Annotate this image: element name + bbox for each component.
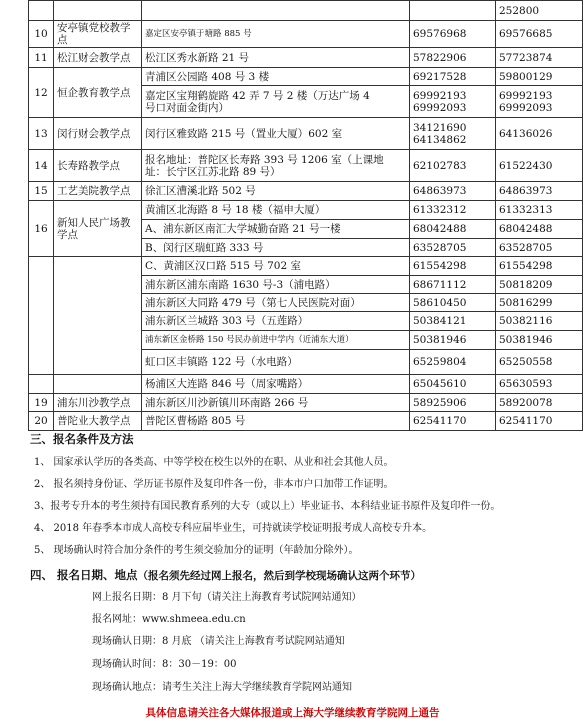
phone-2 [496, 150, 583, 182]
site-number: 16 [29, 201, 54, 257]
site-name: 新知人民广场教学点 [54, 201, 142, 257]
site-number: 19 [29, 394, 54, 412]
site-name: 恒企教育教学点 [54, 68, 142, 118]
phone-1-line: 58925906 [413, 396, 467, 409]
table-row [29, 257, 583, 276]
phone-1-line: 69992093 [413, 101, 467, 114]
phone-2 [496, 294, 583, 312]
table-row [29, 182, 583, 201]
condition-item: 5、 现场确认时符合加分条件的考生须交验加分的证明（年龄加分除外）。 [34, 545, 359, 556]
phone-2 [496, 220, 583, 239]
phone-2 [496, 201, 583, 220]
phone-2-line: 50816299 [499, 296, 553, 309]
phone-2-line: 50382116 [499, 315, 553, 327]
phone-2-line: 68042488 [499, 223, 553, 235]
phone-2-line: 63528705 [499, 241, 553, 254]
site-address [142, 118, 410, 150]
table-row [29, 21, 583, 48]
phone-1-line: 62541170 [413, 415, 467, 427]
phone-1 [410, 220, 496, 239]
site-address-line: 浦东新区大同路 479 号（第七人民医院对面） [145, 296, 361, 309]
phone-1-line: 50384121 [413, 315, 467, 327]
phone-1-line: 64134862 [413, 133, 467, 146]
phone-2 [496, 68, 583, 86]
phone-2 [496, 257, 583, 276]
site-address [142, 150, 410, 182]
phone-1-line: 50381946 [413, 334, 467, 346]
site-name: 安亭镇党校教学点 [54, 21, 142, 48]
site-address-line: 杨浦区大连路 846 号（周家嘴路） [145, 378, 309, 390]
phone-1-line: 69992193 [413, 89, 467, 102]
site-address [142, 48, 410, 68]
phone-1-line: 68042488 [413, 223, 467, 235]
site-name: 长寿路教学点 [54, 150, 142, 182]
phone-2-line: 69992093 [499, 101, 553, 114]
condition-item: 2、 报名须持身份证、学历证书原件及复印件各一份，非本市户口加带工作证明。 [34, 479, 394, 490]
site-address-line: 址：长宁区江苏北路 89 号） [145, 165, 281, 178]
site-name [54, 375, 142, 394]
site-address [142, 394, 410, 412]
phone-2-line: 61332313 [499, 204, 553, 216]
phone-2-line: 65630593 [499, 378, 553, 390]
site-number [29, 257, 54, 375]
site-address-line: 浦东新区浦东南路 1630 号-3（浦电路） [145, 278, 336, 291]
site-address [142, 412, 410, 431]
site-address [142, 375, 410, 394]
phone-2 [496, 276, 583, 294]
site-name: 浦东川沙教学点 [54, 394, 142, 412]
site-address-line: 普陀区曹杨路 805 号 [145, 415, 246, 427]
phone-2 [496, 239, 583, 257]
site-address-line: 松江区秀水新路 21 号 [145, 51, 250, 64]
phone-1-line: 64863973 [413, 185, 467, 197]
site-address [142, 201, 410, 220]
site-name: 松江财会教学点 [54, 48, 142, 68]
phone-2-line: 50381946 [499, 334, 553, 346]
condition-item: 3、报考专升本的考生须持有国民教育系列的大专（或以上）毕业证书、本科结业证书原件及复印件一份。 [34, 501, 501, 512]
section3-title: 三、报名条件及方法 [30, 432, 134, 446]
phone-1-line: 63528705 [413, 241, 467, 254]
phone-2 [496, 394, 583, 412]
phone-2-line: 58920078 [499, 396, 553, 409]
site-number: 20 [29, 412, 54, 431]
site-address [142, 68, 410, 86]
site-address [142, 1, 410, 21]
table-row [29, 201, 583, 220]
site-address [142, 312, 410, 331]
condition-item: 1、 国家承认学历的各类高、中等学校在校生以外的在职、从业和社会其他人员。 [34, 457, 394, 468]
table-row [29, 412, 583, 431]
site-address [142, 331, 410, 350]
phone-1 [410, 394, 496, 412]
site-number: 12 [29, 68, 54, 118]
site-number: 14 [29, 150, 54, 182]
section4-note: （报名须先经过网上报名，然后到学校现场确认这两个环节） [137, 570, 422, 582]
site-address-line: 嘉定区宝翔鹤旋路 42 弄 7 号 2 楼（万达广场 4 [145, 89, 370, 102]
site-address-line: 浦东新区川沙新镇川环南路 266 号 [145, 396, 309, 409]
site-address-line: 黄浦区北海路 8 号 18 楼（福申大厦） [145, 204, 326, 216]
site-address-line: 浦东新区金桥路 150 号民办前进中学内（近浦东大道） [145, 335, 354, 345]
condition-item: 4、 2018 年春季本市成人高校专科应届毕业生，可持就读学校证明报考成人高校专升本。 [34, 523, 433, 534]
phone-2-line: 64136026 [499, 127, 553, 140]
phone-1-line: 69217528 [413, 70, 467, 83]
phone-2 [496, 331, 583, 350]
phone-2-line: 50818209 [499, 278, 553, 291]
phone-2-line: 65250558 [499, 356, 553, 368]
phone-1-line: 62102783 [413, 159, 467, 172]
phone-2-line: 61554298 [499, 260, 553, 272]
phone-2-line: 62541170 [499, 415, 553, 427]
site-address [142, 350, 410, 375]
phone-2-line: 252800 [499, 4, 540, 17]
site-name [54, 257, 142, 375]
phone-2-line: 69992193 [499, 89, 553, 102]
site-address-line: 青浦区公园路 408 号 3 楼 [145, 70, 270, 83]
site-number: 11 [29, 48, 54, 68]
site-number [29, 375, 54, 394]
site-address-line: B、闵行区瑞虹路 333 号 [145, 241, 264, 254]
table-row [29, 375, 583, 394]
site-address-line: C、黄浦区汉口路 515 号 702 室 [145, 260, 301, 272]
phone-1 [410, 375, 496, 394]
registration-line: 现场确认时间：8：30－19：00 [92, 659, 237, 670]
phone-1 [410, 257, 496, 276]
phone-1 [410, 276, 496, 294]
site-address-line: 号口对面金街内） [145, 101, 229, 114]
phone-2 [496, 350, 583, 375]
phone-1 [410, 48, 496, 68]
site-name [54, 1, 142, 21]
phone-2 [496, 48, 583, 68]
phone-1 [410, 118, 496, 150]
site-number: 15 [29, 182, 54, 201]
site-address [142, 294, 410, 312]
phone-1-line: 34121690 [413, 121, 467, 134]
site-address-line: 报名地址：普陀区长寿路 393 号 1206 室（上课地 [145, 153, 384, 166]
phone-1 [410, 331, 496, 350]
registration-line: 报名网址：www.shmeea.edu.cn [92, 614, 246, 625]
site-name: 普陀业大教学点 [54, 412, 142, 431]
phone-1 [410, 201, 496, 220]
phone-1 [410, 68, 496, 86]
table-row [29, 394, 583, 412]
site-number: 13 [29, 118, 54, 150]
phone-1-line: 57822906 [413, 51, 467, 64]
site-address [142, 257, 410, 276]
site-name: 闵行财会教学点 [54, 118, 142, 150]
site-address [142, 239, 410, 257]
table-row [29, 150, 583, 182]
site-address-line: 徐汇区漕溪北路 502 号 [145, 185, 256, 197]
section4-heading [30, 569, 421, 582]
phone-1-line: 65259804 [413, 356, 467, 368]
phone-1-line: 69576968 [413, 28, 467, 40]
phone-1-line: 65045610 [413, 378, 467, 390]
registration-line: 现场确认地点：请考生关注上海大学继续教育学院网站通知 [92, 682, 352, 693]
section4-title: 四、 报名日期、地点 [30, 568, 138, 582]
phone-2 [496, 1, 583, 21]
registration-line: 网上报名日期：8 月下旬（请关注上海教育考试院网站通知） [92, 592, 362, 603]
phone-1-line: 61554298 [413, 260, 467, 272]
phone-2-line: 59800129 [499, 70, 553, 83]
registration-line: 现场确认日期：8 月底 （请关注上海教育考试院网站通知 [92, 636, 345, 647]
site-address-line: A、浦东新区南汇大学城勤奋路 21 号一楼 [145, 223, 341, 235]
footer-notice: 具体信息请关注各大媒体报道或上海大学继续教育学院网上通告 [145, 707, 440, 719]
site-address [142, 21, 410, 48]
phone-1 [410, 412, 496, 431]
table-row [29, 68, 583, 86]
teaching-sites-table [28, 0, 583, 431]
phone-2 [496, 118, 583, 150]
phone-2 [496, 312, 583, 331]
site-name: 工艺美院教学点 [54, 182, 142, 201]
phone-2-line: 64863973 [499, 185, 553, 197]
phone-2 [496, 86, 583, 118]
phone-1 [410, 239, 496, 257]
phone-2 [496, 375, 583, 394]
phone-1-line: 68671112 [413, 278, 467, 291]
phone-2-line: 69576685 [499, 28, 553, 40]
site-address-line: 浦东新区兰城路 303 号（五莲路） [145, 315, 309, 327]
phone-1 [410, 21, 496, 48]
phone-1 [410, 150, 496, 182]
site-address [142, 182, 410, 201]
phone-2 [496, 182, 583, 201]
site-address-line: 虹口区丰镇路 122 号（水电路） [145, 356, 298, 368]
phone-1 [410, 294, 496, 312]
phone-1 [410, 350, 496, 375]
site-number: 10 [29, 21, 54, 48]
phone-2 [496, 412, 583, 431]
site-address-line: 嘉定区安亭镇于塘路 885 号 [145, 29, 252, 39]
site-address [142, 220, 410, 239]
phone-2-line: 61522430 [499, 159, 553, 172]
phone-1 [410, 86, 496, 118]
site-number [29, 1, 54, 21]
site-address [142, 86, 410, 118]
phone-1-line: 61332312 [413, 204, 467, 216]
table-row [29, 1, 583, 21]
phone-2-line: 57723874 [499, 51, 553, 64]
phone-1-line: 58610450 [413, 296, 467, 309]
site-address-line: 闵行区雅致路 215 号（置业大厦）602 室 [145, 127, 343, 140]
table-row [29, 48, 583, 68]
phone-1 [410, 182, 496, 201]
phone-1 [410, 1, 496, 21]
site-address [142, 276, 410, 294]
phone-2 [496, 21, 583, 48]
phone-1 [410, 312, 496, 331]
table-row [29, 118, 583, 150]
